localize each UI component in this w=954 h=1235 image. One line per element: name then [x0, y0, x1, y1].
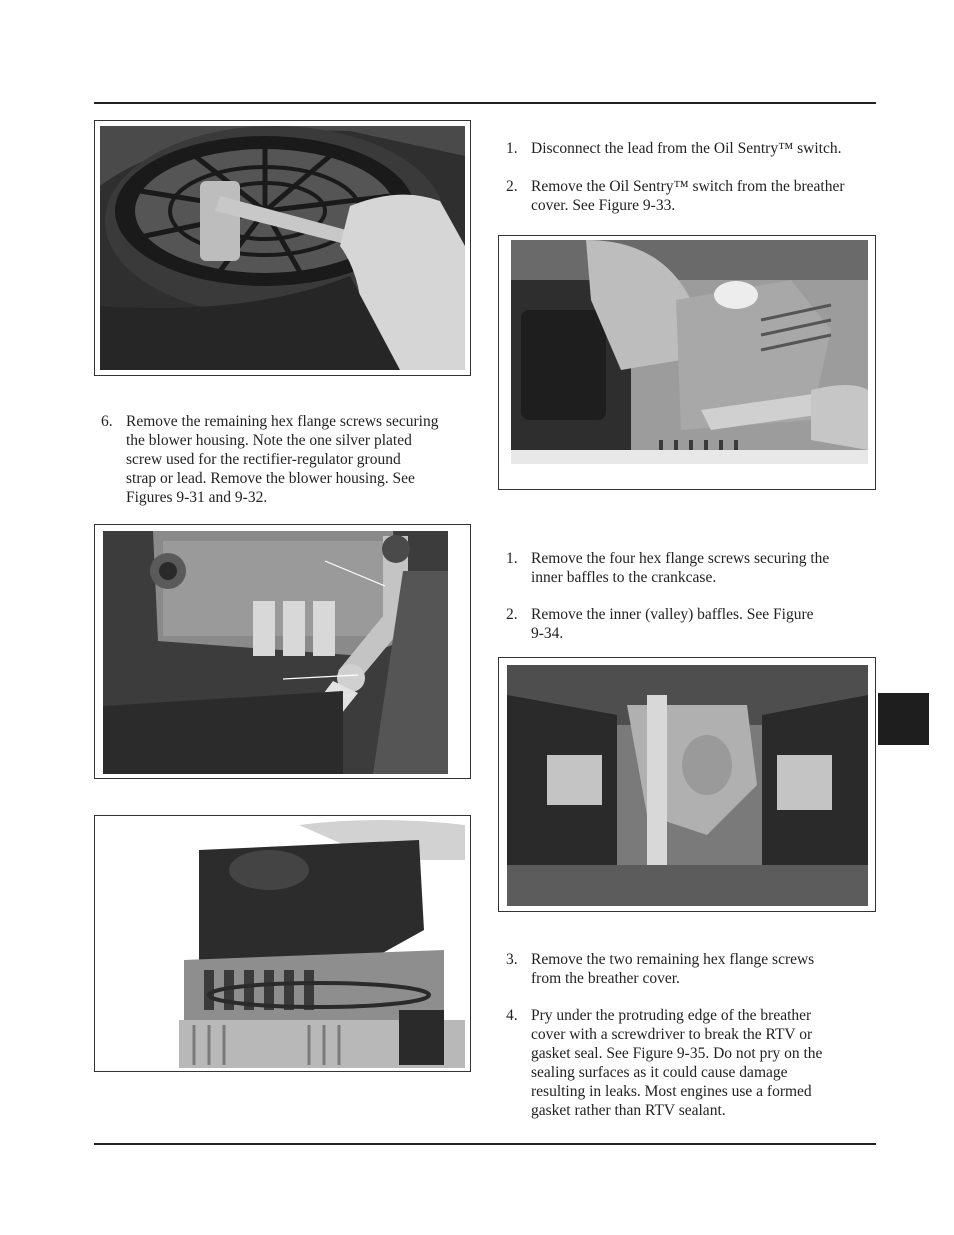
figure-inner-baffles: [498, 657, 876, 912]
footer-rule: [94, 1143, 876, 1145]
header-rule: [94, 102, 876, 104]
section-tab: [878, 693, 929, 745]
photo-oil-sentry-switch: [511, 240, 868, 464]
figure-blower-housing-removal: [94, 815, 471, 1072]
step-4-breather-cover: 4. Pry under the protruding edge of the breather cover with a screwdriver to break the RTV or gasket seal. See Figure 9-35. Do not pry on the sealing surfaces as it could cause damage resulting in leaks. Most engines use a formed gasket rather than RTV sealant.: [506, 1007, 823, 1119]
step-2-oil-sentry: 2. Remove the Oil Sentry™ switch from the breather cover. See Figure 9-33.: [506, 178, 845, 214]
figure-oil-sentry-switch: [498, 235, 876, 490]
step-1-inner-baffles: 1. Remove the four hex flange screws securing the inner baffles to the crankcase.: [506, 550, 830, 586]
photo-blower-housing-removal: [179, 820, 465, 1068]
figure-blower-screen: [94, 120, 471, 376]
step-3-breather-cover: 3. Remove the two remaining hex flange screws from the breather cover.: [506, 951, 815, 987]
step-1-oil-sentry: 1. Disconnect the lead from the Oil Sentry™ switch.: [506, 140, 842, 157]
photo-inner-baffles: [507, 665, 868, 906]
figure-rectifier-regulator: [94, 524, 471, 779]
step-number: 6.: [101, 413, 113, 430]
photo-rectifier-regulator: [103, 531, 448, 774]
step-6: [101, 412, 471, 507]
step-text: Remove the remaining hex flange screws securing the blower housing. Note the one silver plated screw used for the rectifier-regulator ground strap or lead. Remove the blower housing. See Figures 9-31 and 9-32.: [126, 413, 439, 506]
photo-blower-screen: [100, 126, 465, 370]
step-2-inner-baffles: 2. Remove the inner (valley) baffles. See Figure 9-34.: [506, 606, 814, 642]
